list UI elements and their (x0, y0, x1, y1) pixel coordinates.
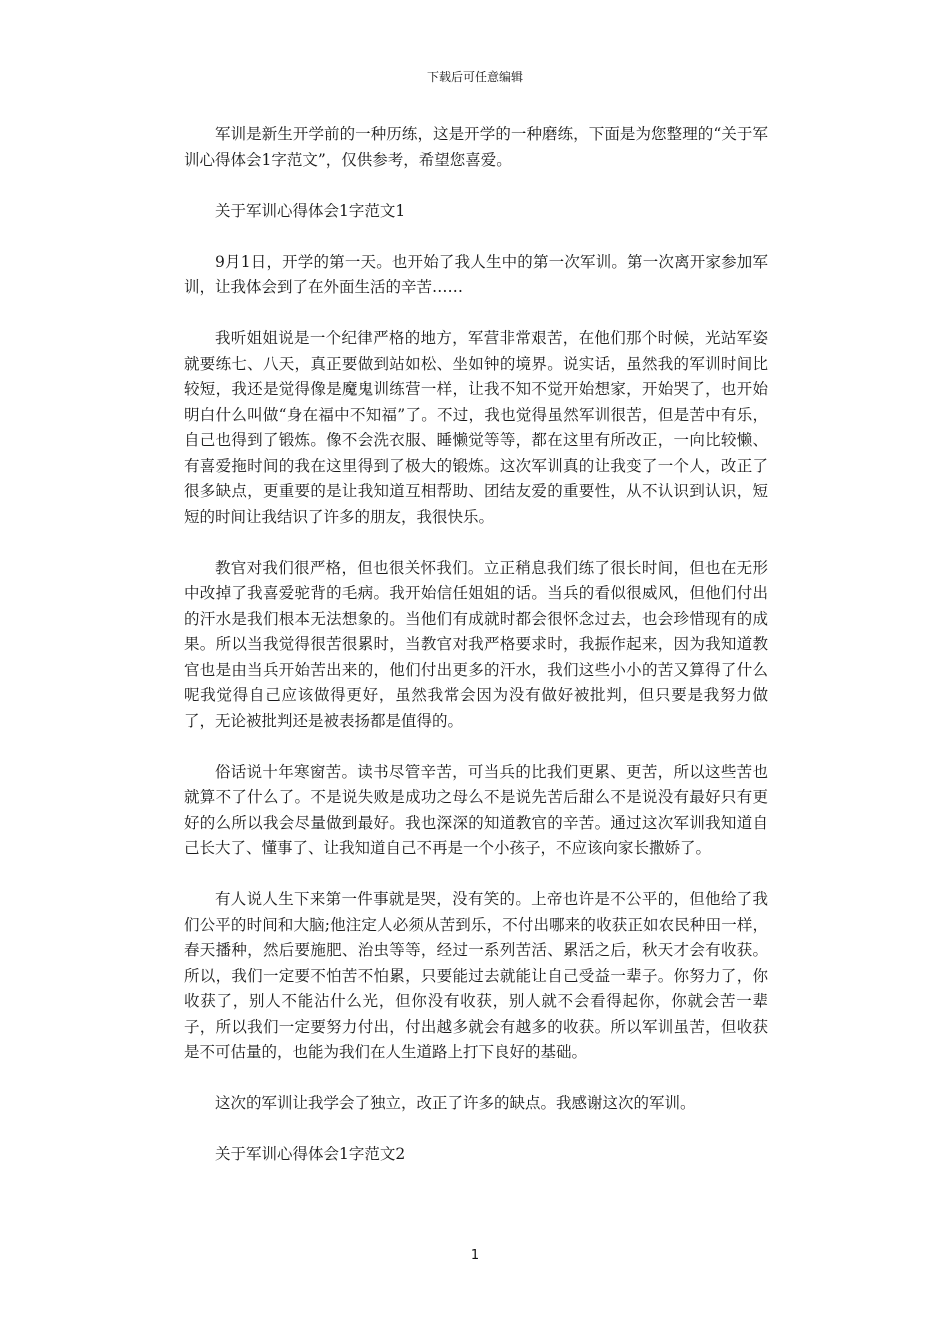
body-paragraph: 教官对我们很严格，但也很关怀我们。立正稍息我们练了很长时间，但也在无形中改掉了我喜爱驼背的毛病。我开始信任姐姐的话。当兵的看似很威风，但他们付出的汗水是我们根本无法想象的。当他们有成就时都会很怀念过去，也会珍惜现有的成果。所以当我觉得很苦很累时，当教官对我严格要求时，我振作起来，因为我知道教官也是由当兵开始苦出来的，他们付出更多的汗水，我们这些小小的苦又算得了什么呢我觉得自己应该做得更好，虽然我常会因为没有做好被批判，但只要是我努力做了，无论被批判还是被表扬都是值得的。 (184, 558, 768, 730)
body-paragraph: 这次的军训让我学会了独立，改正了许多的缺点。我感谢这次的军训。 (215, 1094, 696, 1112)
document-body (184, 122, 768, 1193)
section-heading-2: 关于军训心得体会1字范文2 (215, 1145, 406, 1163)
body-paragraph: 有人说人生下来第一件事就是哭，没有笑的。上帝也许是不公平的，但他给了我们公平的时间和大脑;他注定人必须从苦到乐，不付出哪来的收获正如农民种田一样，春天播种，然后要施肥、治虫等等，经过一系列苦活、累活之后，秋天才会有收获。所以，我们一定要不怕苦不怕累，只要能过去就能让自己受益一辈子。你努力了，你收获了，别人不能沾什么光，但你没有收获，别人就不会看得起你，你就会苦一辈子，所以我们一定要努力付出，付出越多就会有越多的收获。所以军训虽苦，但收获是不可估量的，也能为我们在人生道路上打下良好的基础。 (184, 890, 768, 1061)
body-paragraph: 俗话说十年寒窗苦。读书尽管辛苦，可当兵的比我们更累、更苦，所以这些苦也就算不了什么了。不是说失败是成功之母么不是说先苦后甜么不是说没有最好只有更好的么所以我会尽量做到最好。我也深深的知道教官的辛苦。通过这次军训我知道自己长大了、懂事了、让我知道自己不再是一个小孩子，不应该向家长撒娇了。 (184, 762, 768, 857)
page-header: 下载后可任意编辑 (426, 70, 523, 84)
section-heading-1: 关于军训心得体会1字范文1 (215, 201, 406, 220)
intro-paragraph: 军训是新生开学前的一种历练，这是开学的一种磨练，下面是为您整理的“关于军训心得体会1字范文”，仅供参考，希望您喜爱。 (184, 125, 768, 169)
page-number: 1 (470, 1248, 480, 1263)
body-paragraph: 我听姐姐说是一个纪律严格的地方，军营非常艰苦，在他们那个时候，光站军姿就要练七、八天，真正要做到站如松、坐如钟的境界。说实话，虽然我的军训时间比较短，我还是觉得像是魔鬼训练营一样，让我不知不觉开始想家，开始哭了，也开始明白什么叫做“身在福中不知福”了。不过，我也觉得虽然军训很苦，但是苦中有乐，自己也得到了锻炼。像不会洗衣服、睡懒觉等等，都在这里有所改正，一向比较懒、有喜爱拖时间的我在这里得到了极大的锻炼。这次军训真的让我变了一个人，改正了很多缺点，更重要的是让我知道互相帮助、团结友爱的重要性，从不认识到认识，短短的时间让我结识了许多的朋友，我很快乐。 (184, 329, 768, 526)
body-paragraph: 9月1日，开学的第一天。也开始了我人生中的第一次军训。第一次离开家参加军训，让我体会到了在外面生活的辛苦…… (184, 252, 768, 296)
